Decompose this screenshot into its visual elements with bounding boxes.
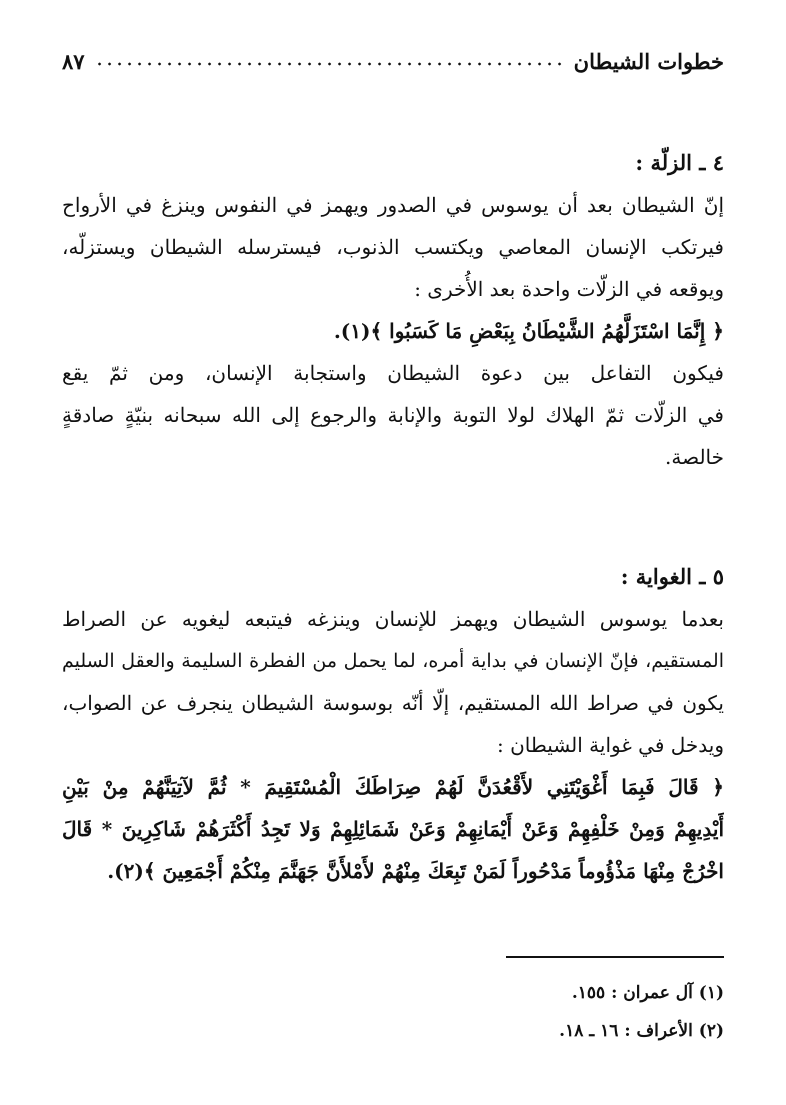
paragraph-line: خالصة. <box>665 445 724 469</box>
page-number: ٨٧ <box>62 48 85 74</box>
section-heading: ٥ ـ الغواية : <box>620 564 724 589</box>
header-leader-dots <box>95 59 564 69</box>
footnote-item: (١) آل عمران : ١٥٥. <box>571 983 724 1003</box>
paragraph-line: ويوقعه في الزلّات واحدة بعد الأُخرى : <box>414 277 724 301</box>
section-4 <box>62 142 724 478</box>
section-5 <box>62 556 724 892</box>
footnote-separator <box>506 956 724 958</box>
paragraph-line: المستقيم، فإنّ الإنسان في بداية أمره، لما يحمل من الفطرة السليمة والعقل السليم <box>62 650 724 672</box>
quran-verse-line: أَيْدِيهِمْ وَمِنْ خَلْفِهِمْ وَعَنْ أَيْمَانِهِمْ وَعَنْ شَمَائِلِهِمْ وَلا تَجِدُ أَكْثَرَهُمْ شَاكِرِينَ * قَالَ <box>62 817 724 841</box>
section-heading: ٤ ـ الزلّة : <box>635 150 724 175</box>
footnote-item: (٢) الأعراف : ١٦ ـ ١٨. <box>559 1021 724 1041</box>
paragraph-line: إنّ الشيطان بعد أن يوسوس في الصدور ويهمز في النفوس وينزغ في الأرواح <box>62 193 724 217</box>
paragraph-line: فيكون التفاعل بين دعوة الشيطان واستجابة الإنسان، ومن ثمّ يقع <box>62 361 724 385</box>
running-header <box>62 44 724 78</box>
footnotes <box>62 974 724 1050</box>
paragraph-line: في الزلّات ثمّ الهلاك لولا التوبة والإنابة والرجوع إلى الله سبحانه بنيّةٍ صادقةٍ <box>62 403 724 427</box>
quran-verse-line: ﴿ إِنَّمَا اسْتَزَلَّهُمُ الشَّيْطَانُ بِبَعْضِ مَا كَسَبُوا ﴾(١). <box>333 319 724 343</box>
quran-verse-line: ﴿ قَالَ فَبِمَا أَغْوَيْتَنِي لأَقْعُدَنَّ لَهُمْ صِرَاطَكَ الْمُسْتَقِيمَ * ثُمَّ لآتِيَنَّهُمْ مِنْ بَيْنِ <box>62 775 724 799</box>
paragraph-line: ويدخل في غواية الشيطان : <box>497 733 724 757</box>
paragraph-line: فيرتكب الإنسان المعاصي ويكتسب الذنوب، فيسترسله الشيطان ويستزلّه، <box>62 235 724 259</box>
paragraph-line: يكون في صراط الله المستقيم، إلّا أنّه بوسوسة الشيطان ينجرف عن الصواب، <box>62 691 724 715</box>
running-title: خطوات الشيطان <box>573 48 724 74</box>
quran-verse-line: اخْرُجْ مِنْهَا مَذْؤُوماً مَدْحُوراً لَمَنْ تَبِعَكَ مِنْهُمْ لأَمْلأَنَّ جَهَنَّمَ مِنْكُمْ أَجْمَعِينَ ﴾(٢). <box>107 859 724 883</box>
paragraph-line: بعدما يوسوس الشيطان ويهمز للإنسان وينزغه فيتبعه ليغويه عن الصراط <box>62 607 724 631</box>
